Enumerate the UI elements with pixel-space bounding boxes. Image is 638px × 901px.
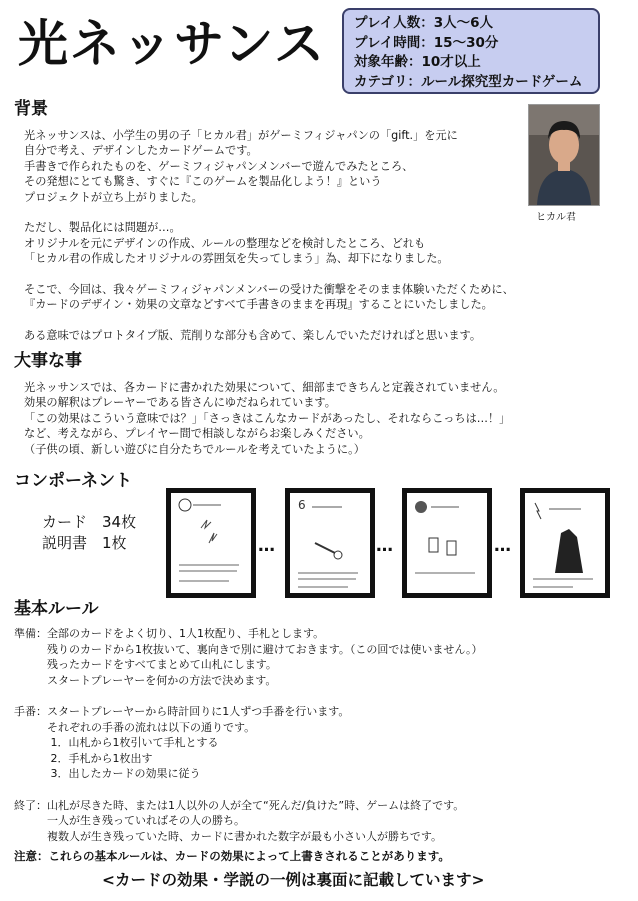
text-line <box>24 313 514 328</box>
text-line: 『カードのデザイン・効果の文章などすべて手書きのままを再現』することにいたしました。 <box>24 298 493 312</box>
rule-line: 一人が生き残っていればその人の勝ち。 <box>14 814 245 828</box>
text-line: オリジナルを元にデザインの作成、ルールの整理などを検討したところ、どれも <box>24 236 426 250</box>
photo-caption: ヒカル君 <box>536 212 576 223</box>
rule-line: 2．手札から1枚出す <box>14 751 153 765</box>
info-players: プレイ人数：3人～6人 <box>354 15 494 31</box>
info-category: カテゴリ：ルール探究型カードゲーム <box>354 73 583 90</box>
hikaru-photo <box>528 104 600 206</box>
important-heading: 大事な事 <box>14 351 82 371</box>
text-line: 手書きで作られたものを、ゲーミフィジャパンメンバーで遊んでみたところ、 <box>24 159 414 173</box>
text-line: 光ネッサンスでは、各カードに書かれた効果について、細部まできちんと定義されていません。 <box>24 381 505 394</box>
rule-line: スタートプレーヤーを何かの方法で決めます。 <box>14 673 277 687</box>
background-heading: 背景 <box>14 99 48 119</box>
rules-heading: 基本ルール <box>14 599 99 619</box>
text-line: その発想にとても驚き、すぐに『このゲームを製品化しよう！』という <box>24 175 382 189</box>
text-line: 効果の解釈はプレーヤーである皆さんにゆだねられています。 <box>24 396 336 410</box>
svg-text:6: 6 <box>298 498 306 512</box>
component-cards: カード 34枚 <box>42 513 137 531</box>
rule-line <box>14 782 483 798</box>
ellipsis: … <box>258 536 276 556</box>
rule-line: 終了：山札が尽きた時、または1人以外の人が全て“死んだ/負けた”時、ゲームは終了です。 <box>14 798 465 812</box>
text-line: 「この効果はこういう意味では？」「さっきはこんなカードがあったし、それならこっちは…！」 <box>24 411 511 425</box>
card-sample-1 <box>166 488 256 598</box>
text-line <box>24 205 514 220</box>
game-info-box <box>342 8 600 94</box>
rule-line: 手番：スタートプレーヤーから時計回りに1人ずつ手番を行います。 <box>14 704 350 718</box>
components-heading: コンポーネント <box>14 471 133 491</box>
components-list <box>42 512 136 554</box>
text-line: 「ヒカル君の作成したオリジナルの雰囲気を失ってしまう」為、却下になりました。 <box>24 252 449 266</box>
text-line: 光ネッサンスは、小学生の男の子「ヒカル君」がゲーミフィジャパンの「gift.」を元に <box>24 129 458 142</box>
rule-line: 準備：全部のカードをよく切り、1人1枚配り、手札とします。 <box>14 627 325 640</box>
text-line: など、考えながら、プレイヤー間で相談しながらお楽しみください。 <box>24 427 370 441</box>
card-sample-3 <box>402 488 492 598</box>
rule-line: 複数人が生き残っていた時、カードに書かれた数字が最も小さい人が勝ちです。 <box>14 829 443 843</box>
info-play-time: プレイ時間：15～30分 <box>354 34 499 51</box>
text-line: （子供の頃、新しい遊びに自分たちでルールを考えていたように。） <box>24 442 365 456</box>
text-line: プロジェクトが立ち上がりました。 <box>24 190 203 204</box>
text-line <box>24 267 514 282</box>
rule-line: 残ったカードをすべてまとめて山札にします。 <box>14 658 277 672</box>
game-title: 光ネッサンス <box>18 15 326 73</box>
rules-text <box>14 626 483 844</box>
rule-line: 1．山札から1枚引いて手札とする <box>14 736 219 750</box>
text-line: ある意味ではプロトタイプ版、荒削りな部分も含めて、楽しんでいただければと思います。 <box>24 329 482 343</box>
footer-text: <カードの効果・学説の一例は裏面に記載しています> <box>102 871 485 889</box>
important-text <box>24 380 510 457</box>
rule-line <box>14 688 483 704</box>
rule-line: 残りのカードから1枚抜いて、裏向きで別に避けておきます。（この回では使いません。） <box>14 642 483 656</box>
text-line: 自分で考え、デザインしたカードゲームです。 <box>24 144 258 158</box>
text-line: そこで、今回は、我々ゲーミフィジャパンメンバーの受けた衝撃をそのまま体験いただくために、 <box>24 283 514 297</box>
component-manual: 説明書 1枚 <box>42 534 127 552</box>
ellipsis: … <box>376 536 394 556</box>
info-age: 対象年齢：10才以上 <box>354 54 481 70</box>
card-sample-4 <box>520 488 610 598</box>
rule-line: それぞれの手番の流れは以下の通りです。 <box>14 720 256 734</box>
rule-line: 3．出したカードの効果に従う <box>14 767 201 781</box>
card-sample-2 <box>285 488 375 598</box>
background-text <box>24 128 514 344</box>
rules-note: 注意：これらの基本ルールは、カードの効果によって上書きされることがあります。 <box>14 849 450 863</box>
text-line: ただし、製品化には問題が…。 <box>24 221 181 235</box>
ellipsis: … <box>494 536 512 556</box>
